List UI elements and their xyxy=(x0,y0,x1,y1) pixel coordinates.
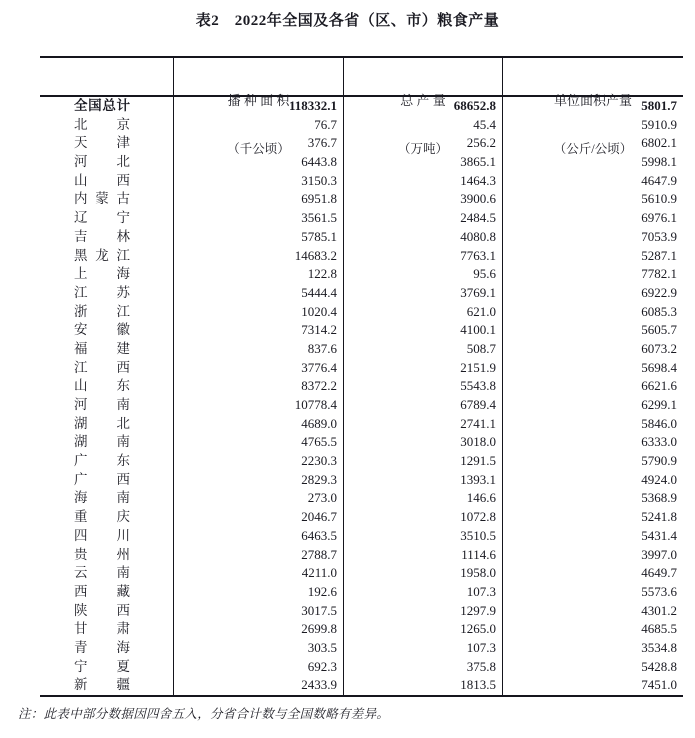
table-row xyxy=(40,153,683,172)
region-cell xyxy=(40,452,173,471)
yield-value: 7053.9 xyxy=(502,228,683,247)
region-name: 全国总计 xyxy=(74,98,130,113)
sown-area-value: 4689.0 xyxy=(173,415,343,434)
region-cell xyxy=(40,377,173,396)
region-cell xyxy=(40,97,173,116)
column-header-yield-unit: （公斤/公顷） xyxy=(553,142,633,156)
region-name: 河北 xyxy=(74,154,130,170)
sown-area-value: 5785.1 xyxy=(173,228,343,247)
region-name: 广东 xyxy=(74,453,130,469)
yield-value: 5428.8 xyxy=(502,658,683,677)
region-cell xyxy=(40,433,173,452)
sown-area-value: 6443.8 xyxy=(173,153,343,172)
table-row xyxy=(40,228,683,247)
yield-value: 6299.1 xyxy=(502,396,683,415)
yield-value: 4685.5 xyxy=(502,620,683,639)
yield-value: 4924.0 xyxy=(502,471,683,490)
sown-area-value: 2433.9 xyxy=(173,676,343,695)
region-name: 黑龙江 xyxy=(74,247,130,263)
sown-area-value: 1020.4 xyxy=(173,303,343,322)
table-row xyxy=(40,247,683,266)
total-output-value: 1297.9 xyxy=(343,602,502,621)
total-output-value: 45.4 xyxy=(343,116,502,135)
table-row xyxy=(40,265,683,284)
region-name: 湖北 xyxy=(74,415,130,431)
region-cell xyxy=(40,153,173,172)
table-row xyxy=(40,303,683,322)
sown-area-value: 2046.7 xyxy=(173,508,343,527)
table-row xyxy=(40,508,683,527)
yield-value: 4649.7 xyxy=(502,564,683,583)
table-row xyxy=(40,658,683,677)
region-cell xyxy=(40,620,173,639)
sown-area-value: 273.0 xyxy=(173,489,343,508)
region-cell xyxy=(40,321,173,340)
table-row xyxy=(40,321,683,340)
table-row-national-total xyxy=(40,97,683,116)
region-name: 甘肃 xyxy=(74,621,130,637)
sown-area-value: 4765.5 xyxy=(173,433,343,452)
table-row xyxy=(40,433,683,452)
total-output-value: 107.3 xyxy=(343,583,502,602)
region-name: 西藏 xyxy=(74,583,130,599)
yield-value: 5610.9 xyxy=(502,190,683,209)
total-output-value: 2741.1 xyxy=(343,415,502,434)
sown-area-value: 303.5 xyxy=(173,639,343,658)
sown-area-value: 5444.4 xyxy=(173,284,343,303)
sown-area-value: 76.7 xyxy=(173,116,343,135)
table-row xyxy=(40,284,683,303)
total-output-value: 3018.0 xyxy=(343,433,502,452)
yield-value: 6922.9 xyxy=(502,284,683,303)
region-cell xyxy=(40,247,173,266)
table-row xyxy=(40,415,683,434)
sown-area-value: 3776.4 xyxy=(173,359,343,378)
region-name: 青海 xyxy=(74,639,130,655)
table-row xyxy=(40,452,683,471)
region-name: 江苏 xyxy=(74,284,130,300)
yield-value: 5368.9 xyxy=(502,489,683,508)
sown-area-value: 2230.3 xyxy=(173,452,343,471)
yield-value: 5573.6 xyxy=(502,583,683,602)
region-cell xyxy=(40,546,173,565)
sown-area-value: 8372.2 xyxy=(173,377,343,396)
sown-area-value: 2699.8 xyxy=(173,620,343,639)
grain-production-table xyxy=(40,56,683,697)
region-cell xyxy=(40,396,173,415)
region-cell xyxy=(40,116,173,135)
region-cell xyxy=(40,658,173,677)
table-row xyxy=(40,489,683,508)
sown-area-value: 14683.2 xyxy=(173,247,343,266)
total-output-value: 7763.1 xyxy=(343,247,502,266)
region-cell xyxy=(40,209,173,228)
table-row xyxy=(40,639,683,658)
region-cell xyxy=(40,303,173,322)
region-name: 新疆 xyxy=(74,677,130,693)
total-output-value: 4080.8 xyxy=(343,228,502,247)
total-output-value: 2484.5 xyxy=(343,209,502,228)
region-name: 海南 xyxy=(74,490,130,506)
yield-value: 5241.8 xyxy=(502,508,683,527)
sown-area-value: 6463.5 xyxy=(173,527,343,546)
total-output-value: 6789.4 xyxy=(343,396,502,415)
region-cell xyxy=(40,602,173,621)
region-name: 湖南 xyxy=(74,434,130,450)
table-row xyxy=(40,564,683,583)
document-page xyxy=(0,9,695,738)
region-cell xyxy=(40,471,173,490)
yield-value: 6621.6 xyxy=(502,377,683,396)
total-output-value: 1265.0 xyxy=(343,620,502,639)
yield-value: 6085.3 xyxy=(502,303,683,322)
total-output-value: 1114.6 xyxy=(343,546,502,565)
table-body xyxy=(40,97,683,695)
region-cell xyxy=(40,190,173,209)
total-output-value: 1813.5 xyxy=(343,676,502,695)
total-output-value: 5543.8 xyxy=(343,377,502,396)
sown-area-value: 837.6 xyxy=(173,340,343,359)
yield-value: 7451.0 xyxy=(502,676,683,695)
sown-area-value: 2788.7 xyxy=(173,546,343,565)
region-cell xyxy=(40,583,173,602)
region-name: 浙江 xyxy=(74,303,130,319)
sown-area-value: 10778.4 xyxy=(173,396,343,415)
yield-value: 3997.0 xyxy=(502,546,683,565)
table-row xyxy=(40,396,683,415)
region-name: 天津 xyxy=(74,135,130,151)
yield-value: 6333.0 xyxy=(502,433,683,452)
column-header-total-output-unit: （万吨） xyxy=(397,142,448,156)
total-output-value: 107.3 xyxy=(343,639,502,658)
sown-area-value: 2829.3 xyxy=(173,471,343,490)
sown-area-value: 376.7 xyxy=(173,134,343,153)
total-output-value: 508.7 xyxy=(343,340,502,359)
region-name: 云南 xyxy=(74,565,130,581)
region-cell xyxy=(40,172,173,191)
region-cell xyxy=(40,415,173,434)
total-output-value: 3510.5 xyxy=(343,527,502,546)
total-output-value: 375.8 xyxy=(343,658,502,677)
yield-value: 5910.9 xyxy=(502,116,683,135)
region-name: 宁夏 xyxy=(74,658,130,674)
total-output-value: 1393.1 xyxy=(343,471,502,490)
region-name: 北京 xyxy=(74,116,130,132)
table-row xyxy=(40,359,683,378)
region-cell xyxy=(40,265,173,284)
table-row xyxy=(40,377,683,396)
table-row xyxy=(40,583,683,602)
total-output-value: 68652.8 xyxy=(343,97,502,116)
total-output-value: 1291.5 xyxy=(343,452,502,471)
total-output-value: 1958.0 xyxy=(343,564,502,583)
region-cell xyxy=(40,639,173,658)
region-cell xyxy=(40,489,173,508)
yield-value: 5790.9 xyxy=(502,452,683,471)
yield-value: 5698.4 xyxy=(502,359,683,378)
total-output-value: 1072.8 xyxy=(343,508,502,527)
yield-value: 5605.7 xyxy=(502,321,683,340)
table-row xyxy=(40,676,683,695)
region-name: 上海 xyxy=(74,266,130,282)
sown-area-value: 3017.5 xyxy=(173,602,343,621)
region-cell xyxy=(40,340,173,359)
region-cell xyxy=(40,564,173,583)
column-header-sown-area-unit: （千公顷） xyxy=(227,142,290,156)
column-header-yield-title: 单位面积产量 xyxy=(553,93,632,108)
region-cell xyxy=(40,527,173,546)
region-cell xyxy=(40,284,173,303)
region-name: 四川 xyxy=(74,527,130,543)
total-output-value: 3769.1 xyxy=(343,284,502,303)
total-output-value: 621.0 xyxy=(343,303,502,322)
yield-value: 5431.4 xyxy=(502,527,683,546)
total-output-value: 2151.9 xyxy=(343,359,502,378)
region-name: 河南 xyxy=(74,397,130,412)
yield-value: 6073.2 xyxy=(502,340,683,359)
table-row xyxy=(40,116,683,135)
sown-area-value: 7314.2 xyxy=(173,321,343,340)
region-cell xyxy=(40,359,173,378)
yield-value: 5998.1 xyxy=(502,153,683,172)
region-cell xyxy=(40,134,173,153)
sown-area-value: 122.8 xyxy=(173,265,343,284)
table-row xyxy=(40,190,683,209)
sown-area-value: 692.3 xyxy=(173,658,343,677)
region-cell xyxy=(40,508,173,527)
yield-value: 6802.1 xyxy=(502,134,683,153)
table-row xyxy=(40,527,683,546)
sown-area-value: 3150.3 xyxy=(173,172,343,191)
table-row xyxy=(40,340,683,359)
yield-value: 5846.0 xyxy=(502,415,683,434)
column-header-sown-area-title: 播 种 面 积 xyxy=(227,93,290,108)
sown-area-value: 118332.1 xyxy=(173,97,343,116)
sown-area-value: 3561.5 xyxy=(173,209,343,228)
table-row xyxy=(40,546,683,565)
sown-area-value: 192.6 xyxy=(173,583,343,602)
yield-value: 5287.1 xyxy=(502,247,683,266)
sown-area-value: 6951.8 xyxy=(173,190,343,209)
table-row xyxy=(40,134,683,153)
yield-value: 3534.8 xyxy=(502,639,683,658)
total-output-value: 3900.6 xyxy=(343,190,502,209)
yield-value: 7782.1 xyxy=(502,265,683,284)
region-name: 江西 xyxy=(74,359,130,375)
region-name: 内蒙古 xyxy=(74,191,130,207)
region-name: 安徽 xyxy=(74,322,130,338)
table-row xyxy=(40,620,683,639)
region-name: 广西 xyxy=(74,471,130,487)
table-row xyxy=(40,471,683,490)
region-name: 山西 xyxy=(74,172,130,188)
yield-value: 6976.1 xyxy=(502,209,683,228)
total-output-value: 146.6 xyxy=(343,489,502,508)
region-name: 辽宁 xyxy=(74,210,130,226)
total-output-value: 4100.1 xyxy=(343,321,502,340)
table-row xyxy=(40,209,683,228)
footnote: 注：此表中部分数据因四舍五入，分省合计数与全国数略有差异。 xyxy=(18,707,390,721)
total-output-value: 95.6 xyxy=(343,265,502,284)
table-row xyxy=(40,172,683,191)
yield-value: 4647.9 xyxy=(502,172,683,191)
total-output-value: 256.2 xyxy=(343,134,502,153)
region-name: 贵州 xyxy=(74,546,130,562)
total-output-value: 1464.3 xyxy=(343,172,502,191)
sown-area-value: 4211.0 xyxy=(173,564,343,583)
yield-value: 5801.7 xyxy=(502,97,683,116)
region-name: 吉林 xyxy=(74,228,130,244)
region-cell xyxy=(40,676,173,695)
region-name: 山东 xyxy=(74,378,130,394)
column-header-total-output-title: 总 产 量 xyxy=(400,93,446,108)
yield-value: 4301.2 xyxy=(502,602,683,621)
region-name: 陕西 xyxy=(74,602,130,618)
region-cell xyxy=(40,228,173,247)
region-name: 福建 xyxy=(74,340,130,356)
region-name: 重庆 xyxy=(74,509,130,525)
table-row xyxy=(40,602,683,621)
total-output-value: 3865.1 xyxy=(343,153,502,172)
table-title: 表2 2022年全国及各省（区、市）粮食产量 xyxy=(195,13,500,29)
